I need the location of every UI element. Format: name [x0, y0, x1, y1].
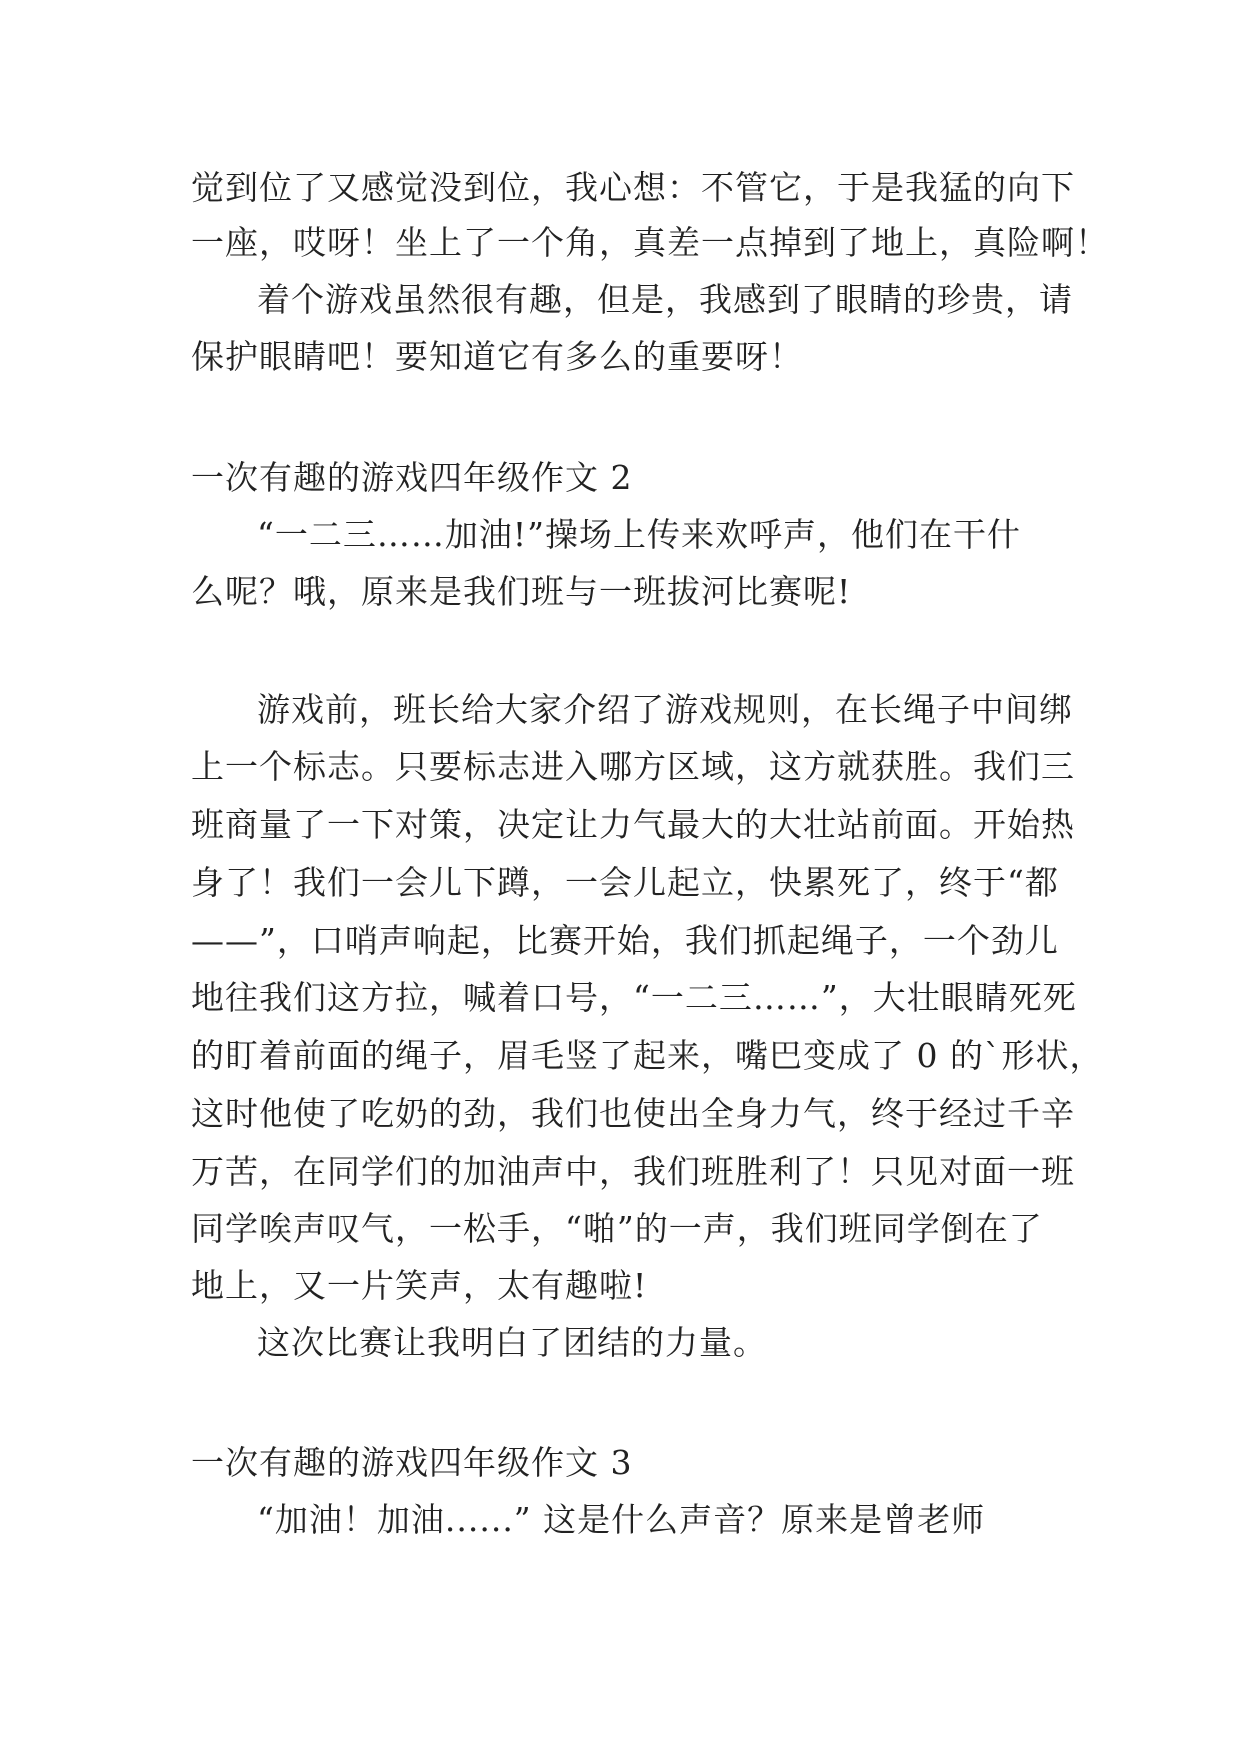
- paragraph-line: 的盯着前面的绳子，眉毛竖了起来，嘴巴变成了 0 的`形状，: [191, 1036, 1104, 1075]
- paragraph-line: “加油！加油......” 这是什么声音？原来是曾老师: [257, 1500, 986, 1539]
- section-heading: 一次有趣的游戏四年级作文 3: [191, 1443, 633, 1482]
- paragraph-line: 上一个标志。只要标志进入哪方区域，这方就获胜。我们三: [191, 747, 1075, 786]
- paragraph-line: 这时他使了吃奶的劲，我们也使出全身力气，终于经过千辛: [191, 1094, 1075, 1133]
- paragraph-line: 地上，又一片笑声，太有趣啦!: [191, 1266, 648, 1305]
- paragraph-line: 这次比赛让我明白了团结的力量。: [257, 1323, 767, 1362]
- paragraph-line: 一座，哎呀！坐上了一个角，真差一点掉到了地上，真险啊！: [191, 223, 1109, 262]
- paragraph-line: 游戏前，班长给大家介绍了游戏规则，在长绳子中间绑: [257, 690, 1073, 729]
- paragraph-line: 万苦，在同学们的加油声中，我们班胜利了！只见对面一班: [191, 1152, 1075, 1191]
- paragraph-line: ——”，口哨声响起，比赛开始，我们抓起绳子，一个劲儿: [191, 921, 1059, 960]
- section-heading: 一次有趣的游戏四年级作文 2: [191, 458, 633, 497]
- paragraph-line: “一二三……加油!”操场上传来欢呼声，他们在干什: [257, 515, 1022, 554]
- paragraph-line: 地往我们这方拉，喊着口号，“一二三……”，大壮眼睛死死: [191, 978, 1077, 1017]
- paragraph-line: 觉到位了又感觉没到位，我心想：不管它，于是我猛的向下: [191, 168, 1075, 207]
- paragraph-line: 保护眼睛吧！要知道它有多么的重要呀！: [191, 337, 803, 376]
- paragraph-line: 同学唉声叹气，一松手，“啪”的一声，我们班同学倒在了: [191, 1209, 1043, 1248]
- paragraph-line: 班商量了一下对策，决定让力气最大的大壮站前面。开始热: [191, 805, 1075, 844]
- paragraph-line: 着个游戏虽然很有趣，但是，我感到了眼睛的珍贵，请: [257, 280, 1073, 319]
- paragraph-line: 么呢？哦，原来是我们班与一班拔河比赛呢!: [191, 572, 852, 611]
- paragraph-line: 身了！我们一会儿下蹲，一会儿起立，快累死了，终于“都: [191, 863, 1059, 902]
